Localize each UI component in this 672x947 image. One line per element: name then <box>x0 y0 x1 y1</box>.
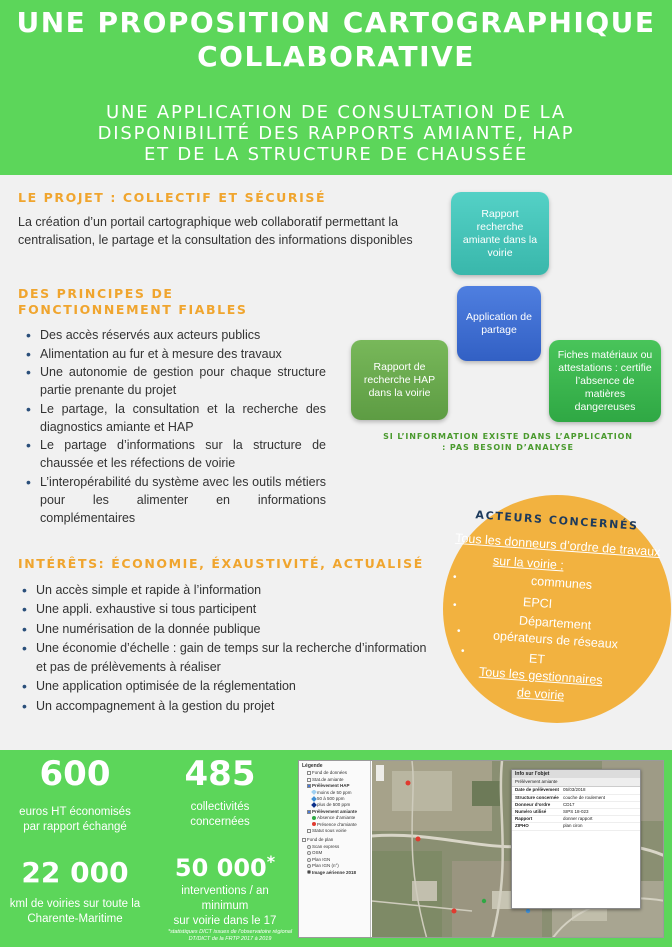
legend-row-label: Scan express <box>312 843 340 849</box>
stat-485-number: 485 <box>184 754 256 794</box>
legend-row-label: Fond de données <box>312 770 348 776</box>
legend-row-label: Absence d’amiante <box>317 815 356 821</box>
info-value: plan ciron <box>563 823 583 829</box>
info-row <box>512 816 640 823</box>
stat-22000-label-line-2: Charente-Maritime <box>27 913 123 925</box>
app-screenshot <box>298 760 664 938</box>
info-key: Rapport <box>515 816 533 822</box>
acteurs-item-epci: EPCI <box>522 594 553 612</box>
list-item: • Une application optimisée de la réglementation <box>20 677 440 696</box>
info-value: SIPS 18-023 <box>563 809 589 815</box>
info-key: Date de prélèvement <box>515 787 560 793</box>
diagram-note-line-2: : PAS BESOIN D’ANALYSE <box>442 443 574 452</box>
acteurs-title: ACTEURS CONCERNÉS <box>475 508 639 533</box>
stat-50000-label <box>155 884 295 929</box>
principes-heading-line-2: FONCTIONNEMENT FIABLES <box>18 302 248 317</box>
stat-485-label <box>155 800 285 830</box>
principes-heading-line-1: DES PRINCIPES DE <box>18 286 174 301</box>
info-key: Donneur d’ordre <box>515 801 551 807</box>
radio-icon <box>307 858 311 862</box>
projet-heading: LE PROJET : COLLECTIF ET SÉCURISÉ <box>18 190 327 205</box>
footnote-line-1: *statistiques DICT issues de l’observatoire régional <box>167 929 293 935</box>
legend-row-label: plus de 500 ppm <box>317 802 351 808</box>
acteurs-line-1: Tous les donneurs d’ordre de travaux <box>454 530 661 560</box>
stat-485-label-line-1: collectivités <box>190 801 250 813</box>
stat-600-number: 600 <box>39 754 111 794</box>
stat-600-label-line-1: euros HT économisés <box>19 806 131 818</box>
list-item: • Des accès réservés aux acteurs publics <box>24 326 326 344</box>
list-item: • Le partage d’informations sur la structure de chaussée et les réfections de voirie <box>24 436 326 472</box>
radio-icon <box>307 851 311 855</box>
list-item: • Le partage, la consultation et la recherche des diagnostics amiante et HAP <box>24 400 326 436</box>
checkbox-icon <box>302 838 306 842</box>
legend-row-label: moins de 50 ppm <box>317 789 352 795</box>
stat-50000-label-line-1: interventions / an <box>181 885 269 897</box>
stat-600-label-line-2: par rapport échangé <box>23 821 127 833</box>
diamond-icon <box>311 802 317 808</box>
acteurs-item-operateurs: opérateurs de réseaux <box>492 628 619 652</box>
stat-50000-number <box>160 845 290 885</box>
legend-title: Légende <box>302 763 323 769</box>
checkbox-icon <box>307 778 311 782</box>
acteurs-circle <box>443 495 671 723</box>
checkbox-icon <box>307 771 311 775</box>
feature-info-panel <box>511 769 641 909</box>
aerial-map[interactable] <box>372 761 664 938</box>
principes-heading <box>18 286 247 318</box>
bullet-dot-icon: • <box>453 600 457 611</box>
info-row <box>512 787 640 794</box>
stat-485-label-line-2: concernées <box>190 816 250 828</box>
info-value: 05/03/2018 <box>563 787 586 793</box>
acteurs-et: ET <box>528 651 546 667</box>
legend-row-label: Prélèvement HAP <box>312 783 350 789</box>
stats-footnote <box>155 929 305 943</box>
list-item: • L’interopérabilité du système avec les outils métiers pour les alimenter en informations complémentaires <box>24 473 326 527</box>
sub-title <box>0 102 672 165</box>
legend-row <box>302 828 368 834</box>
info-row <box>512 802 640 809</box>
stat-22000-label <box>0 897 150 927</box>
info-value: couche de roulement <box>563 794 606 800</box>
acteurs-item-departement: Département <box>518 613 592 633</box>
bullet-dot-icon: • <box>453 572 457 583</box>
diagram-note-line-1: SI L’INFORMATION EXISTE DANS L’APPLICATION <box>383 432 633 441</box>
info-panel-title: Info sur l’objet <box>512 770 640 778</box>
interets-heading: INTÉRÊTS: ÉCONOMIE, ÉXAUSTIVITÉ, ACTUALISÉ <box>18 556 424 571</box>
radio-icon <box>307 864 311 868</box>
info-panel-subtitle: Prélèvement amiante <box>512 778 640 787</box>
legend-row-label: Stat.de amiante <box>312 776 344 782</box>
list-item: • Une économie d’échelle : gain de temps sur la recherche d’information et pas de prélèvements à réaliser <box>20 639 440 678</box>
checkbox-icon <box>307 784 311 788</box>
stat-600-label <box>10 805 140 835</box>
diagram-box-application: Application de partage <box>457 286 541 361</box>
legend-row-label: Présence d’amiante <box>317 821 357 827</box>
interets-list <box>20 581 440 716</box>
radio-icon <box>307 870 311 874</box>
info-value: donner rapport <box>563 816 593 822</box>
acteurs-item-communes: communes <box>530 573 593 593</box>
radio-icon <box>307 845 311 849</box>
stat-22000-label-line-1: kml de voiries sur toute la <box>9 898 141 910</box>
legend-row-label: Plan IGN <box>312 856 331 862</box>
list-item: • Un accompagnement à la gestion du projet <box>20 697 440 716</box>
stat-22000-number: 22 000 <box>21 856 129 889</box>
main-title <box>0 6 672 74</box>
bullet-dot-icon: • <box>461 646 465 657</box>
info-key: Structure concernée <box>515 794 559 800</box>
acteurs-line-4: de voirie <box>516 685 565 703</box>
legend-row-label: Image aérienne 2018 <box>312 869 357 875</box>
stat-50000-asterisk: * <box>266 852 276 871</box>
legend-row-label: Statut sous voirie <box>312 828 347 834</box>
legend-row-label: Fond de plan <box>307 837 334 843</box>
legend-row-label: Prélèvement amiante <box>312 808 358 814</box>
list-item: • Une numérisation de la donnée publique <box>20 620 440 639</box>
principes-list <box>24 326 326 527</box>
checkbox-icon <box>307 810 311 814</box>
legend-row-label: 50 à 500 ppm <box>317 796 345 802</box>
header-banner <box>0 0 672 175</box>
info-row <box>512 809 640 816</box>
diagram-note <box>368 431 648 453</box>
projet-text: La création d’un portail cartographique web collaboratif permettant la centralisation, le partage et la consultation des informations disponibles <box>18 215 413 247</box>
info-value: CD17 <box>563 801 575 807</box>
legend-panel <box>299 761 371 938</box>
sub-title-line-2: DISPONIBILITÉ DES RAPPORTS AMIANTE, HAP <box>97 123 575 144</box>
dot-icon <box>312 816 316 820</box>
bullet-dot-icon: • <box>457 626 461 637</box>
stat-50000-label-line-3: sur voirie dans le 17 <box>173 915 277 927</box>
legend-row-label: Plan IGN (n°) <box>312 863 339 869</box>
stat-50000-label-line-2: minimum <box>201 900 249 912</box>
info-row <box>512 795 640 802</box>
legend-row-label: OSM <box>312 850 323 856</box>
acteurs-line-2: sur la voirie : <box>492 553 565 573</box>
diagram-box-fiches: Fiches matériaux ou attestations : certifie l’absence de matières dangereuses <box>549 340 661 422</box>
sub-title-line-1: UNE APPLICATION DE CONSULTATION DE LA <box>105 102 567 123</box>
list-item: • Un accès simple et rapide à l’information <box>20 581 440 600</box>
legend-row <box>302 870 368 876</box>
footnote-line-2: DT/DICT de la FRTP 2017 à 2019 <box>188 936 272 942</box>
list-item: • Une appli. exhaustive si tous participent <box>20 600 440 619</box>
diagram-box-hap: Rapport de recherche HAP dans la voirie <box>351 340 448 420</box>
acteurs-line-3: Tous les gestionnaires <box>478 664 604 688</box>
stat-50000-value: 50 000 <box>174 854 267 882</box>
info-row <box>512 823 640 830</box>
list-item: • Une autonomie de gestion pour chaque structure partie prenante du projet <box>24 363 326 399</box>
diamond-icon <box>311 790 317 796</box>
checkbox-icon <box>307 829 311 833</box>
dot-icon <box>312 822 316 826</box>
sub-title-line-3: ET DE LA STRUCTURE DE CHAUSSÉE <box>143 144 529 165</box>
diagram-box-amiante: Rapport recherche amiante dans la voirie <box>451 192 549 275</box>
main-title-line-2: COLLABORATIVE <box>197 40 475 73</box>
diamond-icon <box>311 796 317 802</box>
info-key: ZIPHO <box>515 823 529 829</box>
main-title-line-1: UNE PROPOSITION CARTOGRAPHIQUE <box>16 6 656 39</box>
info-key: Numéro utilisé <box>515 809 547 815</box>
list-item: • Alimentation au fur et à mesure des travaux <box>24 345 326 363</box>
